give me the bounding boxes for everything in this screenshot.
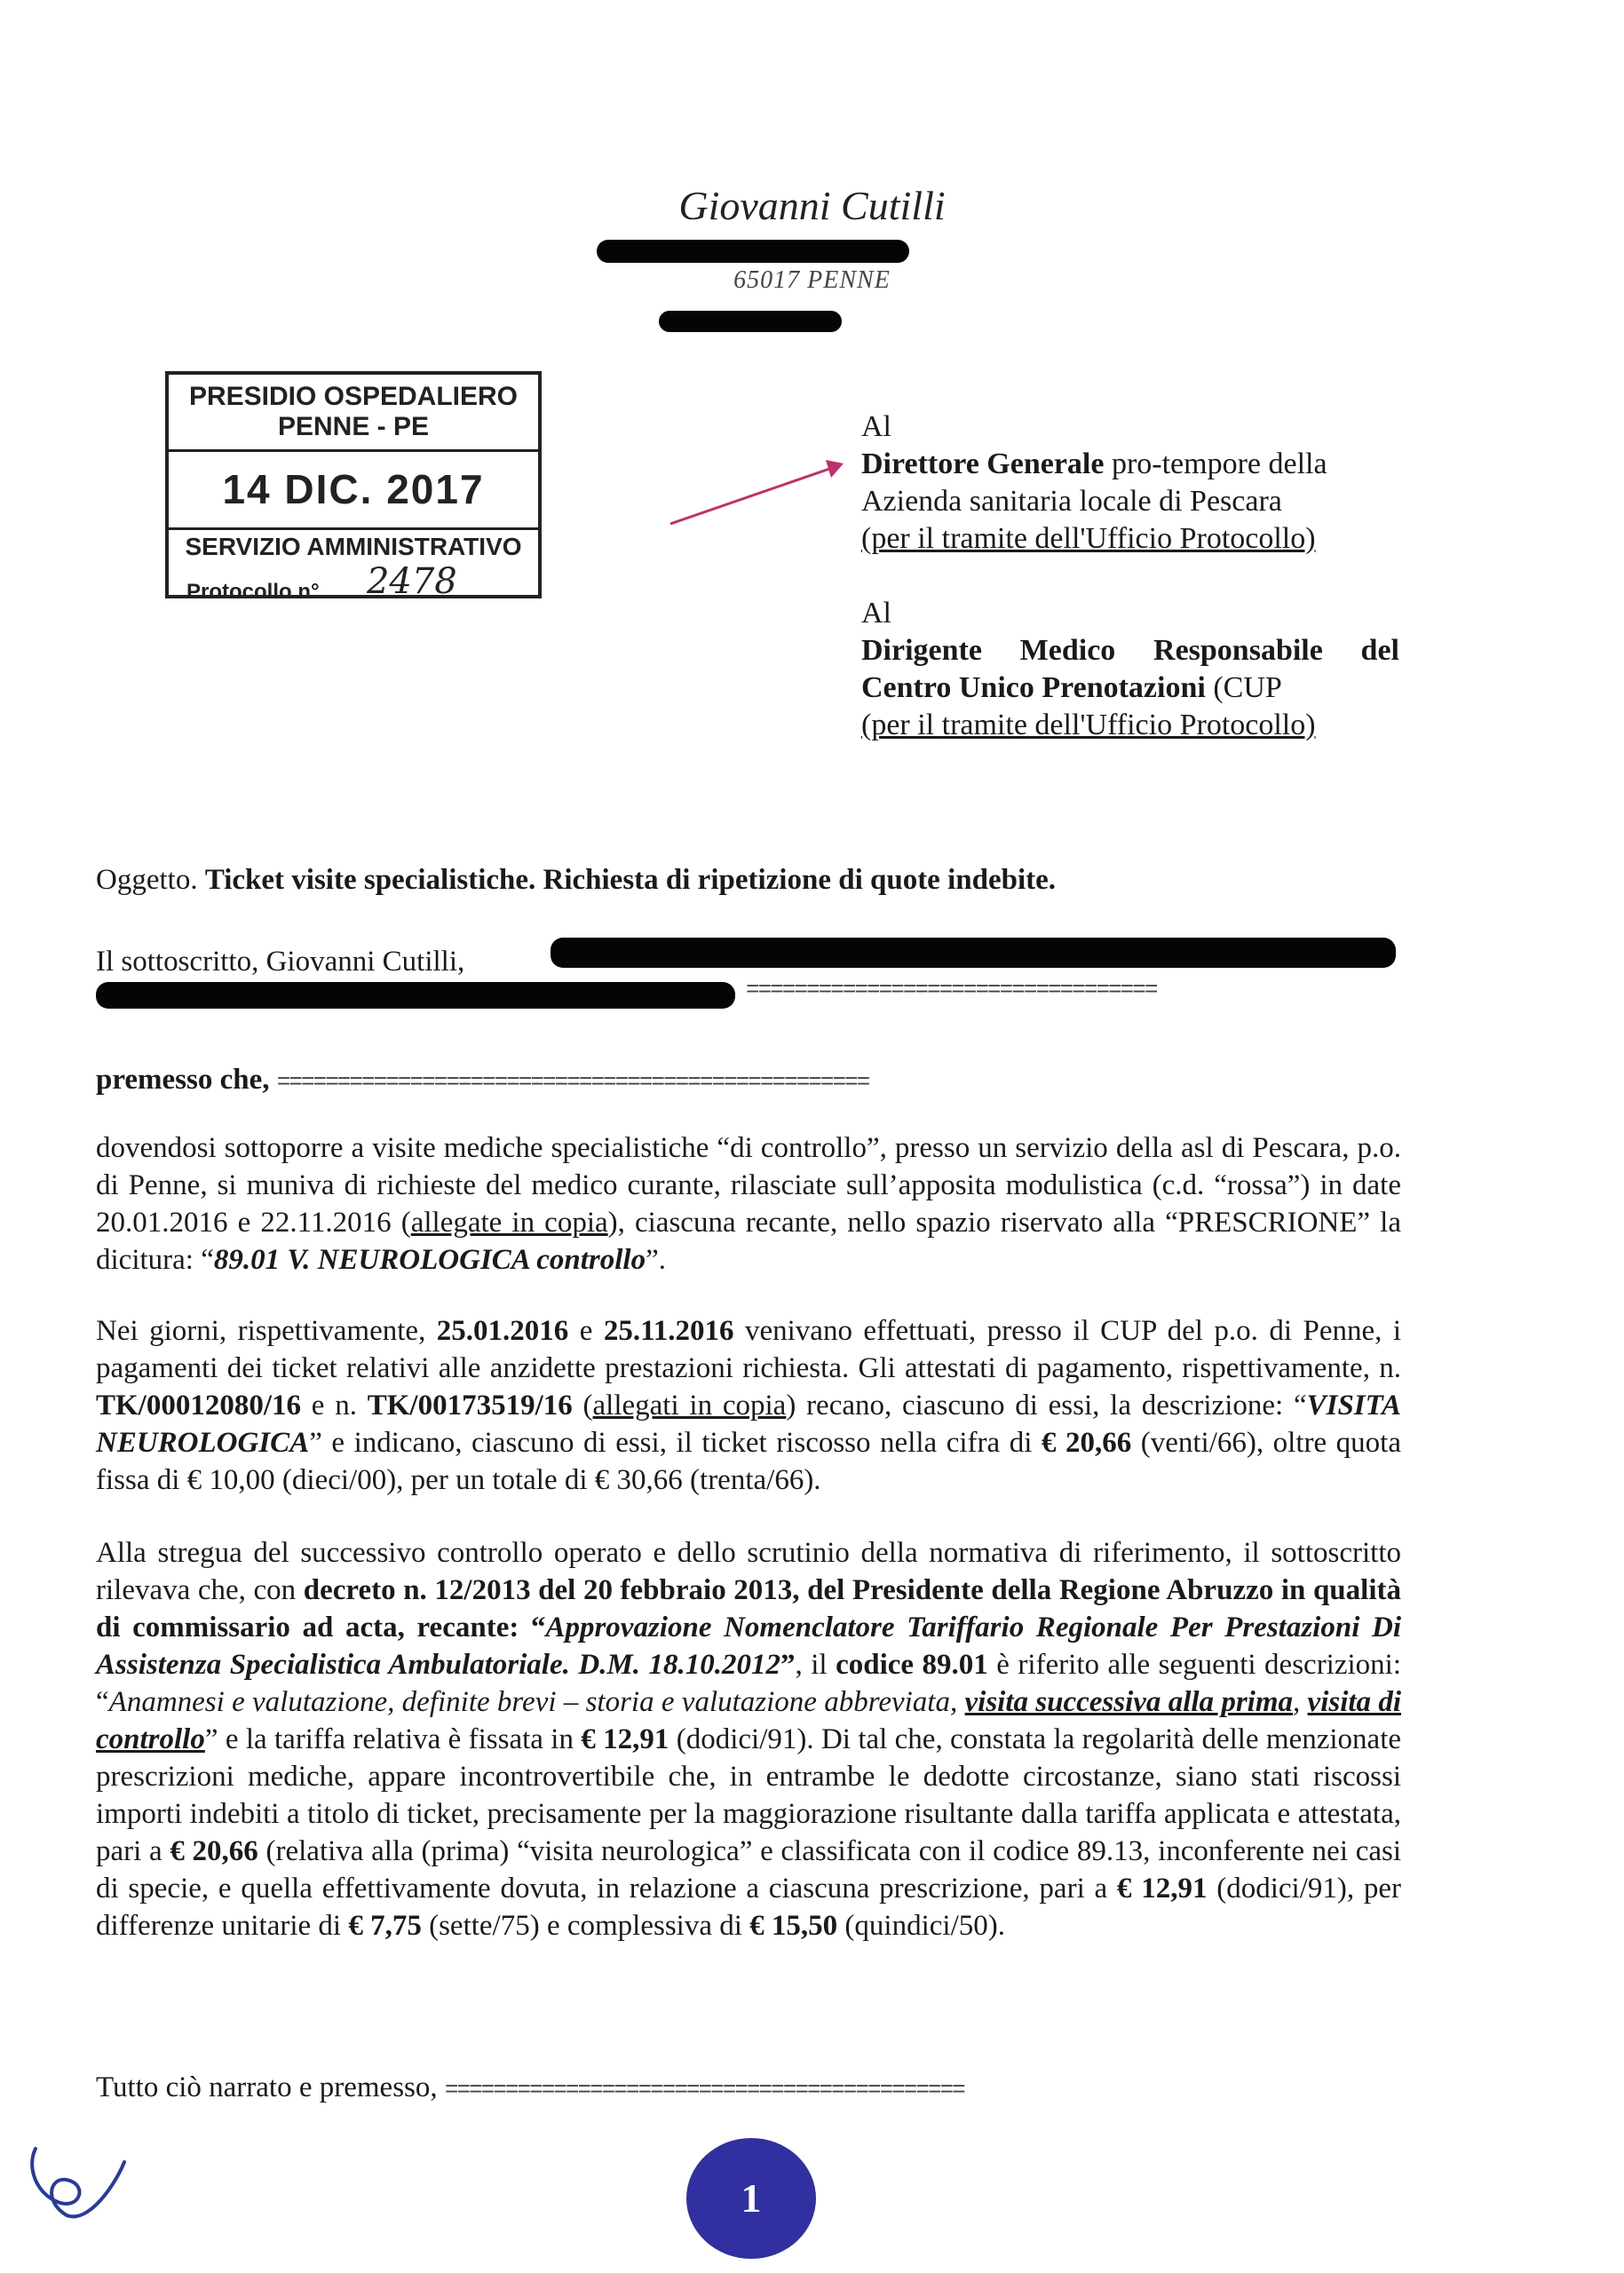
text-run: è riferito alle seguenti descrizioni: “ [96,1649,1402,1718]
text-run: allegate in copia [410,1207,608,1239]
filler-line: ================================================= [276,1069,869,1096]
stamp-service: SERVIZIO AMMINISTRATIVO [185,533,522,560]
text-run: visita successiva alla prima [964,1686,1294,1718]
text-run: , [1293,1686,1308,1718]
stamp-protocol: Protocollo n°........2478........ [186,561,505,604]
stamp-line1: PRESIDIO OSPEDALIERO [188,382,519,411]
text-run: Approvazione Nomenclatore Tariffario Regionale Per Prestazioni Di Assistenza Specialistica Ambulatoriale. D.M. 18.10.2012 [96,1612,1401,1681]
recipient-title: Direttore Generale [861,447,1105,480]
text-run: ” [780,1649,796,1681]
text-run: visita di controllo [96,1686,1401,1755]
text-run: (dodici/91). Di tal che, constata la regolarità delle menzionate prescrizioni mediche, appare incontrovertibile che, in entrambe le dedotte circostanze, siano stati riscossi importi indebiti a titolo di ticket, precisamente per la maggiorazione risultante dalla tariffa applicata e attestata, pari a [96,1723,1402,1867]
closing-line [96,2069,1401,2109]
text-run: € 12,91 [1116,1873,1208,1905]
text-run: (sette/75) e complessiva di [421,1910,750,1942]
recipient-line: Dirigente Medico Responsabile del [861,634,1399,667]
text-run: (dodici/91), per differenze unitarie di [96,1873,1402,1942]
paragraph-2 [96,1312,1401,1499]
subject-line [96,861,1401,899]
recipient-title-rest: pro-tempore della [1104,447,1327,480]
text-run: (quindici/50). [837,1910,1005,1942]
recipient-al: Al [861,597,891,630]
text-run: , il [795,1649,836,1681]
stamp-date: 14 DIC. 2017 [222,466,485,512]
subject-text: Ticket visite specialistiche. Richiesta di ripetizione di quote indebite. [204,864,1057,896]
closing-text: Tutto ciò narrato e premesso, [96,2071,438,2103]
text-run: ” e la tariffa relativa è fissata in [204,1723,582,1755]
stamp-line2: PENNE - PE [277,412,430,441]
recipient-block-1 [861,408,1327,558]
paragraph-1 [96,1129,1401,1279]
recipient-line: Azienda sanitaria locale di Pescara [861,485,1282,518]
text-run: € 15,50 [749,1910,838,1942]
recipient-line: (per il tramite dell'Ufficio Protocollo) [861,709,1316,741]
filler-line: ================================== [746,977,1157,1003]
text-run: allegati in copia [592,1390,787,1422]
filler-line: =========================================== [444,2077,964,2103]
text-run: Anamnesi e valutazione, definite brevi – storia e valutazione abbreviata, [108,1686,965,1718]
text-run: TK/00173519/16 [367,1390,573,1422]
premesso-text: premesso che, [96,1064,270,1096]
text-run: € 7,75 [348,1910,422,1942]
text-run: € 20,66 [1041,1427,1132,1459]
text-run: VISITA NEUROLOGICA [96,1390,1401,1459]
recipient-line: Centro Unico Prenotazioni [861,671,1206,704]
text-run: ) recano, ciascuno di essi, la descrizione: “ [786,1390,1307,1422]
subject-label: Oggetto. [96,864,198,896]
sender-city: 65017 PENNE [733,266,891,294]
page-number-badge: 1 [686,2138,816,2259]
text-run: codice 89.01 [836,1649,988,1681]
text-run: ”. [646,1244,666,1276]
arrow-annotation [666,453,852,533]
text-run: € 12,91 [581,1723,669,1755]
text-run: ), ciascuna recante, nello spazio riservato alla “PRESCRIONE” la dicitura: “ [96,1207,1401,1276]
redaction-bar [96,982,735,1009]
stamp-divider [169,449,538,452]
text-run: decreto n. 12/2013 del 20 febbraio 2013, del Presidente della Regione Abruzzo in qualità di commissario ad acta, recante: “ [96,1574,1401,1643]
stamp-protocol-label: Protocollo n° [186,580,320,604]
text-run: dovendosi sottoporre a visite mediche specialistiche “di controllo”, presso un servizio della asl di Pescara, p.o. di Penne, si muniva di richieste del medico curante, rilasciate sull’apposita modulistica (c.d. “rossa”) in date 20.01.2016 e 22.11.2016 ( [96,1132,1401,1239]
text-run: e n. [301,1390,368,1422]
text-run: Nei giorni, rispettivamente, [96,1315,437,1347]
premesso-line [96,1061,1401,1101]
text-run: Alla stregua del successivo controllo operato e dello scrutinio della normativa di riferimento, il sottoscritto rilevava che, con [96,1537,1401,1606]
handwritten-initial [18,2131,133,2229]
text-run: 25.01.2016 [436,1315,569,1347]
stamp-divider [169,527,538,530]
paragraph-3 [96,1534,1401,1944]
text-run: TK/00012080/16 [96,1390,302,1422]
recipient-line: (per il tramite dell'Ufficio Protocollo) [861,522,1316,555]
text-run: ( [572,1390,593,1422]
stamp-protocol-number: 2478 [366,561,457,602]
recipient-block-2 [861,595,1399,744]
text-run: ” e indicano, ciascuno di essi, il ticket riscosso nella cifra di [309,1427,1042,1459]
text-run: 89.01 V. NEUROLOGICA controllo [213,1244,646,1276]
sender-name: Giovanni Cutilli [678,183,946,228]
text-run: venivano effettuati, presso il CUP del p.o. di Penne, i pagamenti dei ticket relativi alle anzidette prestazioni richiesta. Gli attestati di pagamento, rispettivamente, n. [96,1315,1401,1384]
text-run: e [568,1315,604,1347]
protocol-stamp [165,371,542,604]
recipient-line [861,446,1327,483]
text-run: (relativa alla (prima) “visita neurologica” e classificata con il codice 89.13, inconferente nei casi di specie, e quella effettivamente dovuta, in relazione a ciascuna prescrizione, pari a [96,1835,1402,1905]
redaction-bar [659,311,842,332]
intro-text: Il sottoscritto, Giovanni Cutilli, [96,946,465,978]
recipient-al: Al [861,410,891,443]
text-run: 25.11.2016 [603,1315,734,1347]
redaction-bar [597,240,909,263]
text-run: € 20,66 [170,1835,258,1867]
text-run: (venti/66), oltre quota fissa di € 10,00 (dieci/00), per un totale di € 30,66 (trenta/66). [96,1427,1402,1496]
redaction-bar [551,938,1396,968]
recipient-line-rest: (CUP [1205,671,1282,704]
